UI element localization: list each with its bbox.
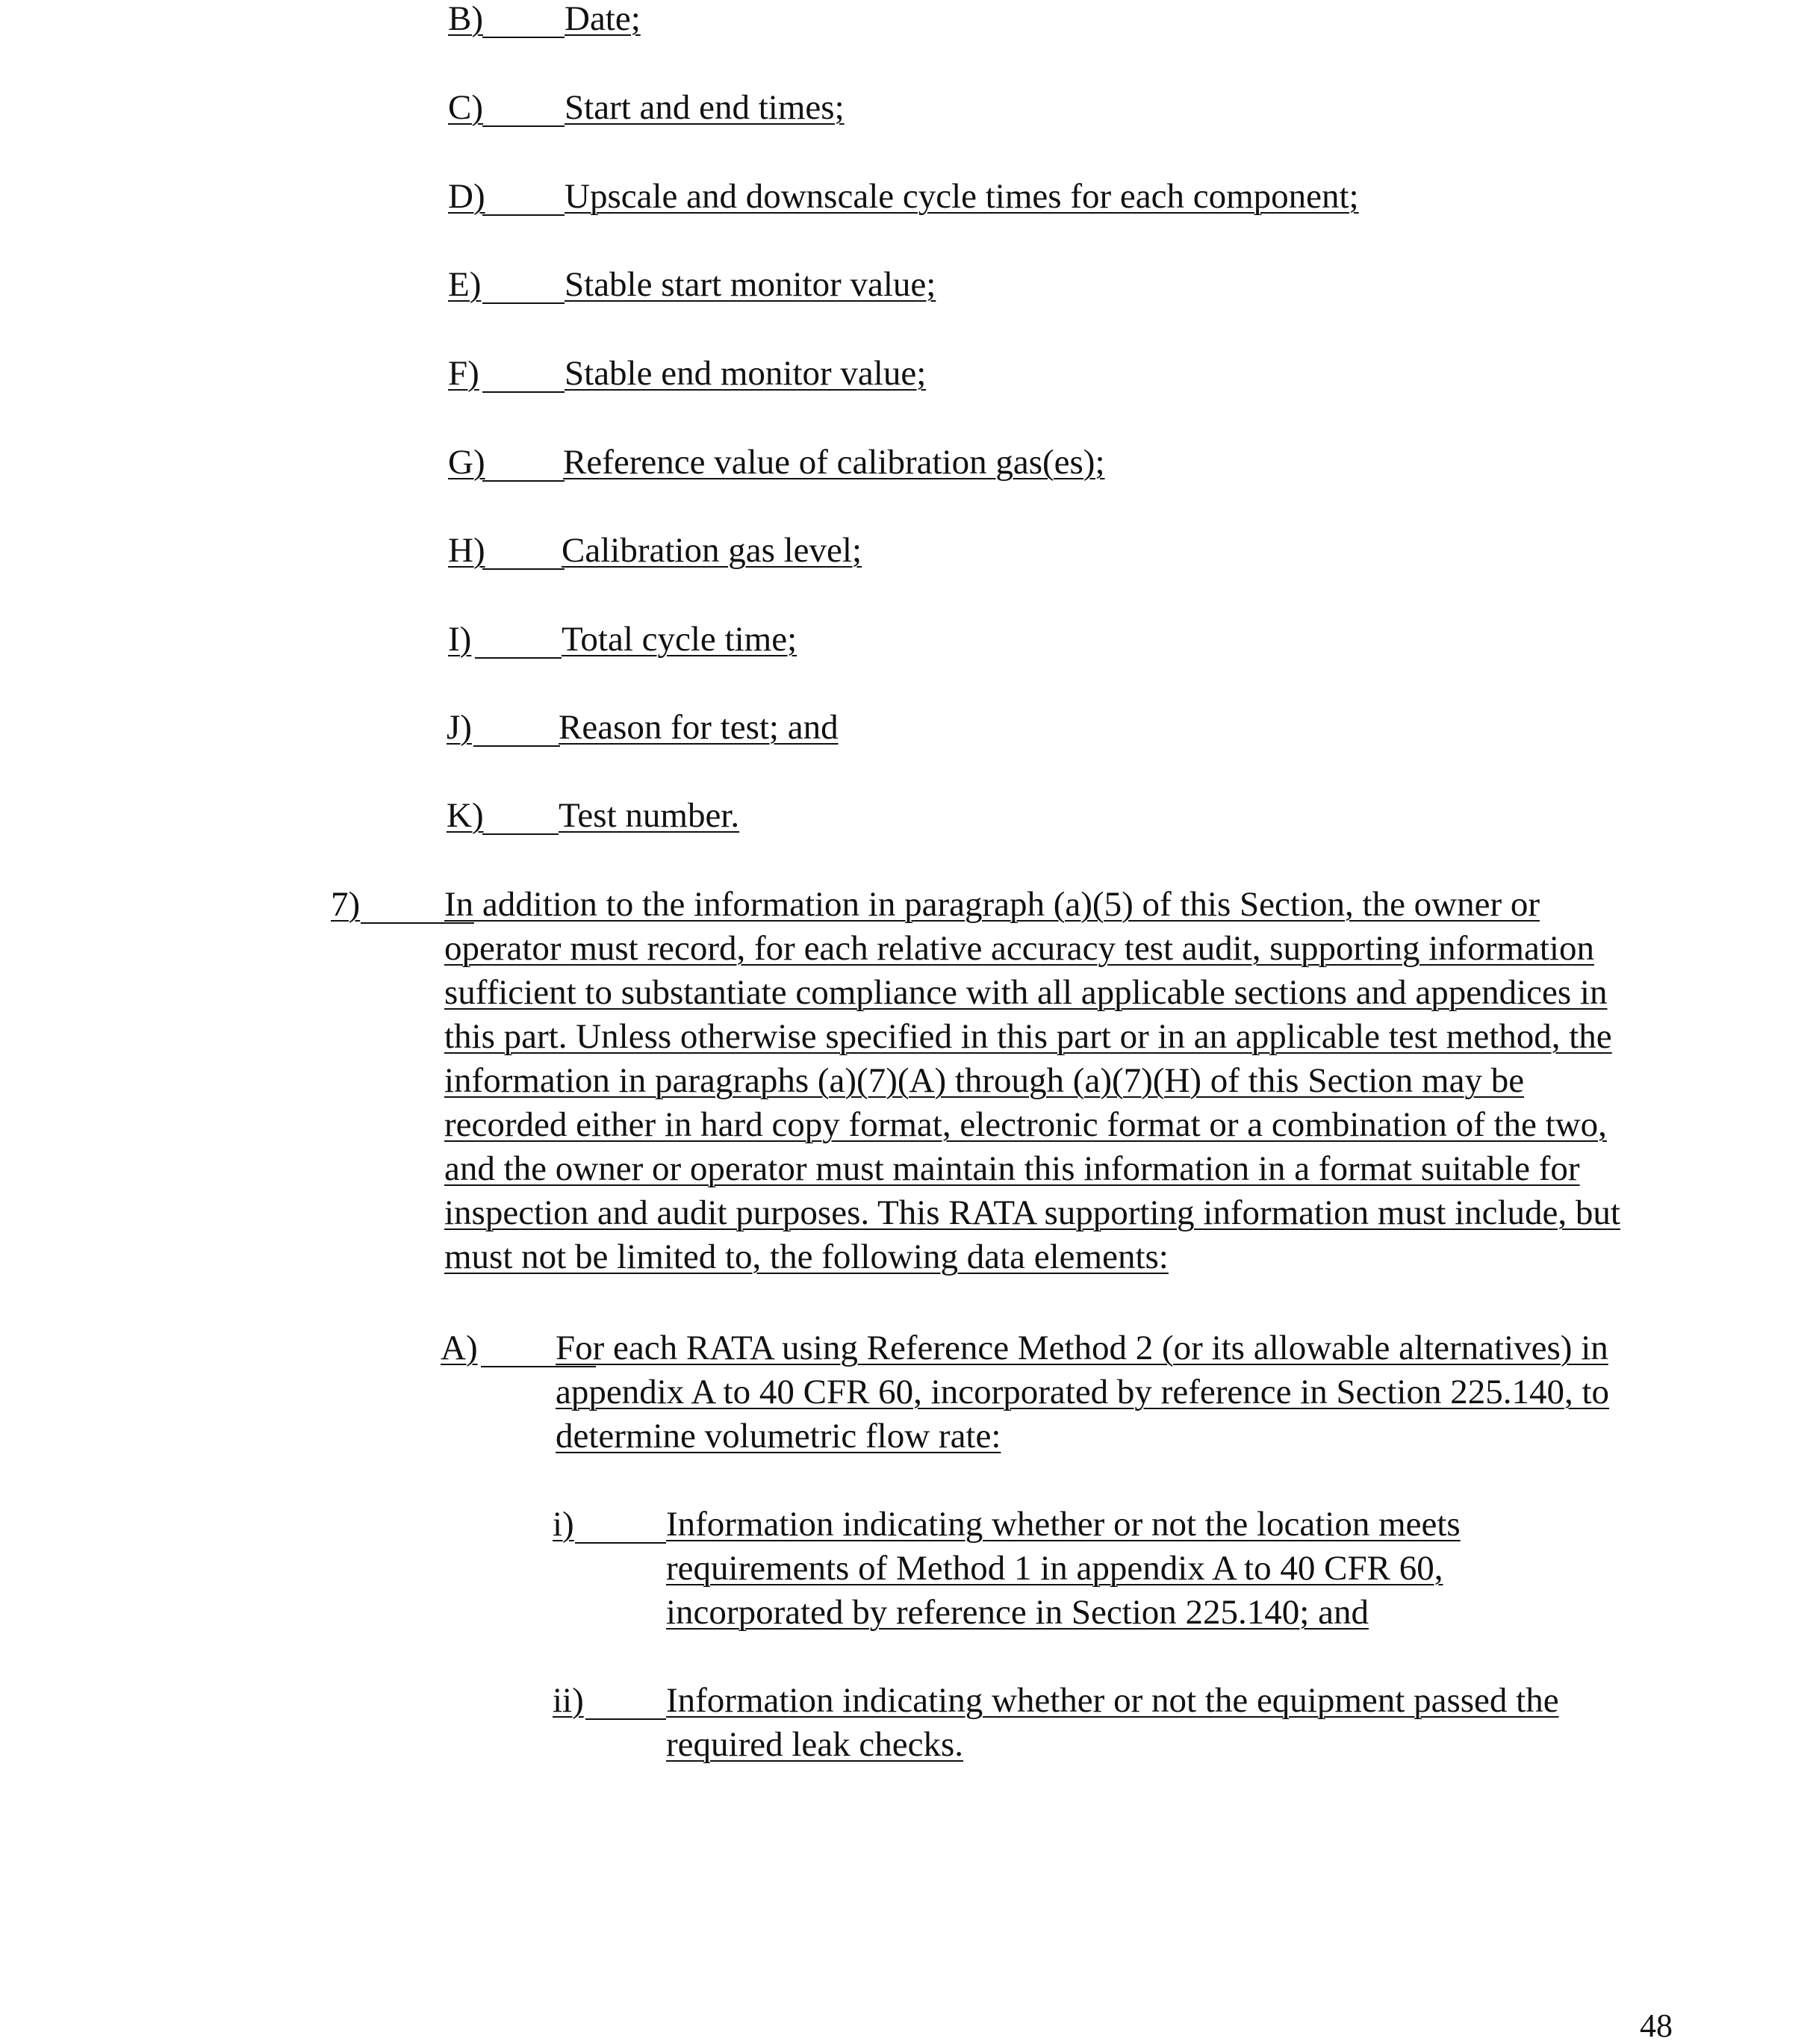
paragraph-7 <box>331 883 1690 1286</box>
list-item-text: Calibration gas level; <box>562 531 862 570</box>
subitem-underline <box>575 1500 666 1544</box>
list-underline <box>482 791 559 835</box>
list-item-label: J) <box>447 708 472 747</box>
paragraph-text: In addition to the information in paragraph (a)(5) of this Section, the owner or operator must record, for each relative accuracy test audit, supporting information sufficient to substantiate compliance with all applicable sections and appendices in this part. Unless otherwise specified in this part or in an applicable test method, the information in paragraphs (a)(7)(A) through (a)(7)(H) of this Section may be recorded either in hard copy format, electronic format or a combination of the two, and the owner or operator must maintain this information in a format suitable for inspection and audit purposes. This RATA supporting information must include, but must not be limited to, the following data elements: <box>444 885 1620 1276</box>
subitem-label: i) <box>553 1505 574 1544</box>
list-underline <box>482 349 565 393</box>
list-item-text: Start and end times; <box>565 88 845 127</box>
subitem-i <box>553 1503 1598 1637</box>
list-underline <box>482 526 565 570</box>
list-item-text: Date; <box>565 0 641 38</box>
list-item-label: E) <box>448 265 482 304</box>
list-item-label: F) <box>448 354 479 393</box>
list-underline <box>482 172 565 216</box>
subparagraph-text: For each RATA using Reference Method 2 (or its allowable alternatives) in appendix A to 40 CFR 60, incorporated by reference in Section 225.140, to determine volumetric flow rate: <box>556 1329 1610 1456</box>
subitem-text: Information indicating whether or not the equipment passed the required leak checks. <box>666 1681 1559 1764</box>
page-number: 48 <box>1640 2007 1673 2044</box>
list-item-text: Stable start monitor value; <box>565 265 936 304</box>
list-item-text: Total cycle time; <box>562 620 797 659</box>
list-underline <box>482 260 565 304</box>
list-item-text: Upscale and downscale cycle times for each component; <box>565 177 1359 216</box>
list-item-label: H) <box>448 531 485 570</box>
list-underline <box>482 438 565 482</box>
list-underline <box>482 83 565 127</box>
subitem-text: Information indicating whether or not the location meets requirements of Method 1 in appendix A to 40 CFR 60, incorporated by reference in Section 225.140; and <box>666 1505 1461 1632</box>
list-item-label: C) <box>448 88 483 127</box>
list-item-text: Test number. <box>559 796 740 835</box>
subparagraph-a <box>441 1326 1695 1461</box>
list-underline <box>482 0 565 38</box>
list-item-label: D) <box>448 177 485 216</box>
list-underline <box>475 615 562 659</box>
subparagraph-label: A) <box>441 1329 478 1367</box>
list-item-text: Stable end monitor value; <box>565 354 927 393</box>
paragraph-label: 7) <box>331 885 361 924</box>
list-item-text: Reference value of calibration gas(es); <box>563 443 1105 482</box>
list-item-label: G) <box>448 443 485 482</box>
list-item-label: I) <box>448 620 472 659</box>
subitem-label: ii) <box>553 1681 584 1720</box>
list-item-label: B) <box>448 0 483 38</box>
list-item-text: Reason for test; and <box>559 708 839 747</box>
subitem-ii <box>553 1679 1598 1768</box>
list-item-label: K) <box>447 796 484 835</box>
subitem-underline <box>585 1676 666 1720</box>
list-underline <box>473 703 560 747</box>
